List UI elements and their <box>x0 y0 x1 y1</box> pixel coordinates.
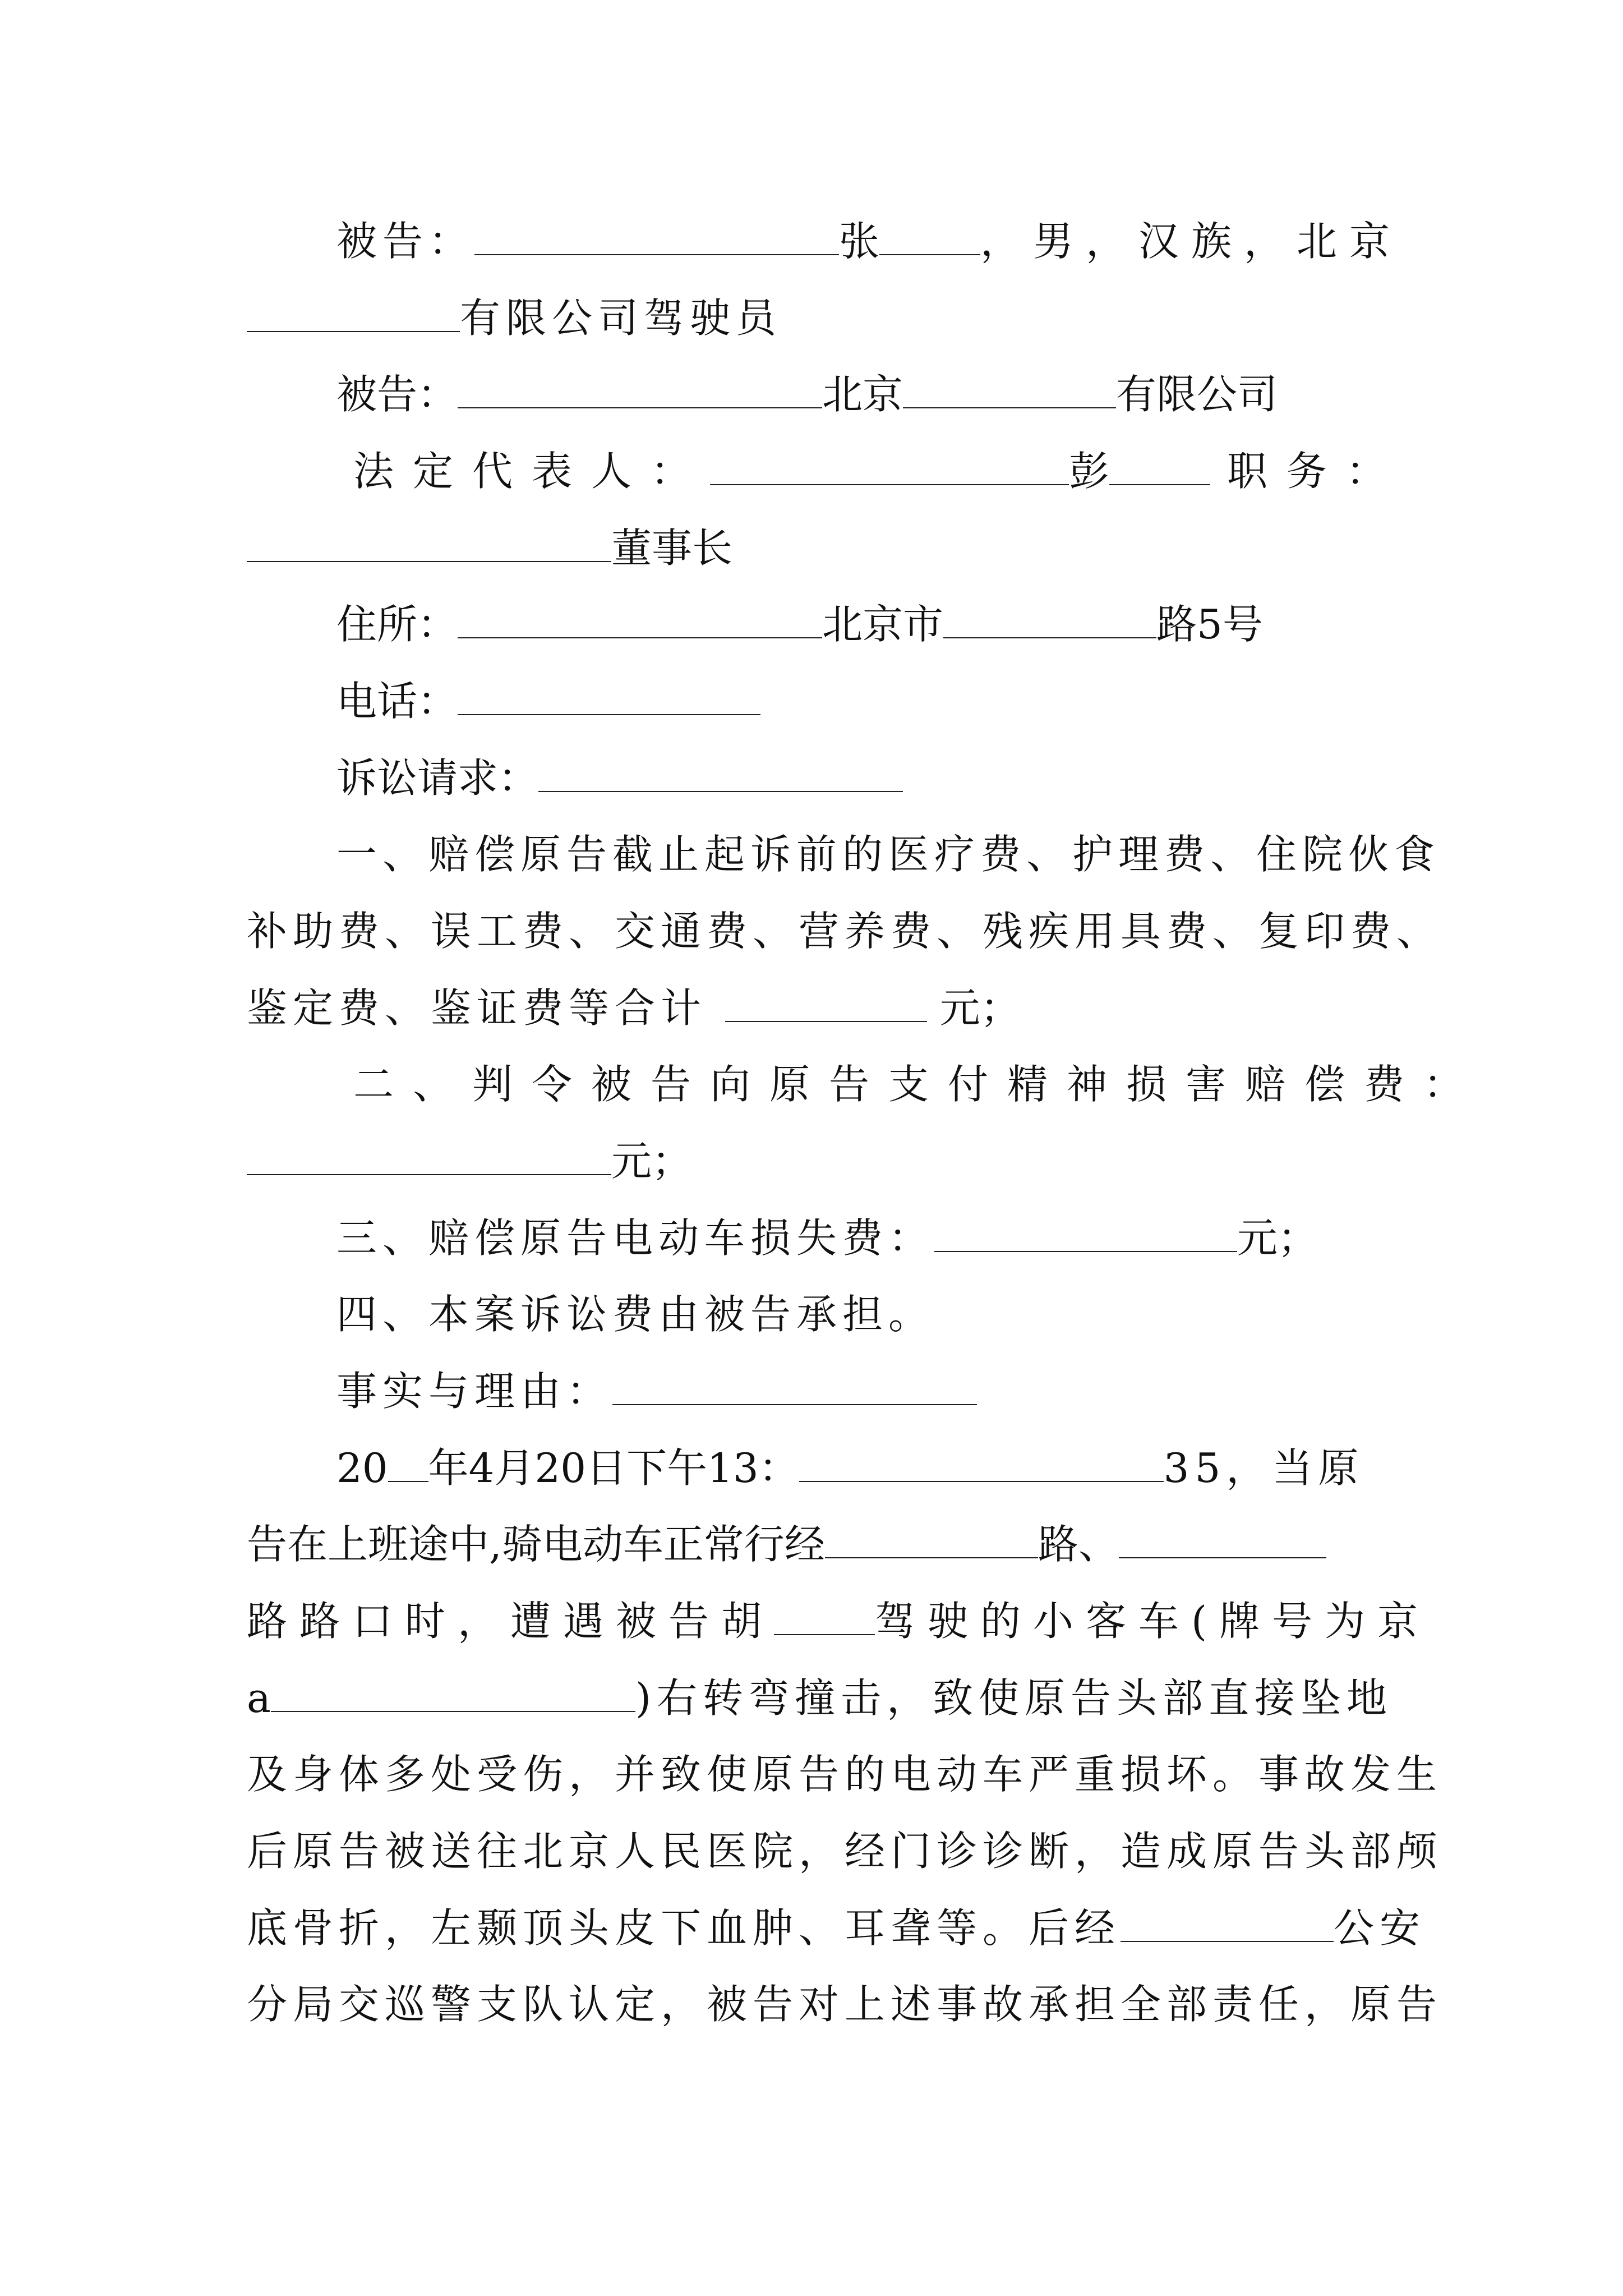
text-run: 董事长 <box>611 524 733 572</box>
fill-in-blank <box>474 216 839 255</box>
text-run: 路路口时，遭遇被告胡 <box>247 1598 774 1645</box>
text-run: 职务： <box>1227 448 1406 495</box>
text-line <box>336 1283 1391 1345</box>
fill-in-blank <box>458 599 822 638</box>
text-line <box>247 1513 1391 1575</box>
text-line <box>336 593 1391 655</box>
text-line <box>247 1667 1391 1729</box>
text-line <box>353 1053 1483 1115</box>
fill-in-blank <box>943 599 1156 638</box>
fill-in-blank <box>934 1213 1237 1252</box>
text-run: 住所： <box>336 601 458 648</box>
text-line <box>247 1590 1431 1652</box>
text-run: 三、赔偿原告电动车损失费： <box>336 1214 935 1262</box>
text-line <box>336 364 1391 425</box>
text-run: 元； <box>611 1138 693 1185</box>
text-run: 法定代表人： <box>353 448 711 495</box>
text-run: 元； <box>1237 1214 1318 1262</box>
text-line <box>247 1743 1443 1805</box>
text-run: 路5号 <box>1156 601 1263 648</box>
text-run: 四、本案诉讼费由被告承担。 <box>336 1291 935 1338</box>
text-run: 北京市 <box>822 601 944 648</box>
text-run: ，男，汉族，北京 <box>980 218 1403 265</box>
text-run: 元； <box>926 984 1021 1032</box>
text-run: 被告： <box>336 371 458 418</box>
text-line <box>336 1360 1391 1422</box>
text-line <box>247 1130 1391 1192</box>
text-line <box>247 1973 1443 2035</box>
text-run: 驾驶的小客车(牌号为京 <box>875 1598 1431 1645</box>
text-line <box>247 287 1391 349</box>
text-line <box>247 517 1391 579</box>
text-run: 分局交巡警支队认定，被告对上述事故承担全部责任，原告 <box>247 1981 1443 2028</box>
text-line <box>247 1820 1443 1882</box>
fill-in-blank <box>799 1443 1164 1482</box>
text-line <box>336 670 1391 732</box>
text-run: 鉴定费、鉴证费等合计 <box>247 984 725 1032</box>
text-run: 事实与理由： <box>336 1368 613 1415</box>
text-run: 及身体多处受伤，并致使原告的电动车严重损坏。事故发生 <box>247 1751 1443 1798</box>
text-run: a <box>247 1674 271 1722</box>
fill-in-blank <box>247 1136 611 1175</box>
text-run: 诉讼请求： <box>336 754 539 802</box>
text-line <box>247 900 1443 962</box>
fill-in-blank <box>612 1366 977 1405</box>
text-run: 一、赔偿原告截止起诉前的医疗费、护理费、住院伙食 <box>336 831 1441 878</box>
text-run: 路、 <box>1038 1521 1119 1568</box>
text-run: 告在上班途中,骑电动车正常行经 <box>247 1521 825 1568</box>
text-line <box>336 747 1391 809</box>
text-run: )右转弯撞击，致使原告头部直接坠地 <box>635 1674 1393 1722</box>
text-run: 被告： <box>336 218 475 265</box>
fill-in-blank <box>774 1596 875 1635</box>
text-line <box>336 823 1441 885</box>
fill-in-blank <box>825 1519 1038 1558</box>
text-run: 张 <box>839 218 880 265</box>
text-run: 年4月20日下午13： <box>428 1444 799 1492</box>
fill-in-blank <box>1121 1903 1334 1942</box>
text-run: 20 <box>336 1444 388 1492</box>
fill-in-blank <box>1109 446 1210 485</box>
fill-in-blank <box>271 1673 635 1712</box>
text-run: 后原告被送往北京人民医院，经门诊诊断，造成原告头部颅 <box>247 1828 1443 1875</box>
text-line <box>353 440 1406 502</box>
text-run: 有限公司驾驶员 <box>460 295 782 342</box>
text-run: 有限公司 <box>1116 371 1278 418</box>
fill-in-blank <box>247 523 611 562</box>
text-run: 公安 <box>1334 1904 1426 1952</box>
fill-in-blank <box>458 676 760 715</box>
fill-in-blank <box>879 216 980 255</box>
fill-in-blank <box>538 753 903 792</box>
text-line <box>247 1897 1426 1959</box>
fill-in-blank <box>725 983 927 1022</box>
text-line <box>336 210 1403 272</box>
fill-in-blank <box>710 446 1069 485</box>
text-line <box>336 1437 1391 1499</box>
text-run: 底骨折，左颞顶头皮下血肿、耳聋等。后经 <box>247 1904 1121 1952</box>
text-run: 北京 <box>822 371 903 418</box>
fill-in-blank <box>388 1443 428 1482</box>
fill-in-blank <box>1119 1519 1326 1558</box>
text-line <box>247 977 1391 1039</box>
text-run: 电话： <box>336 678 458 725</box>
fill-in-blank <box>458 369 822 408</box>
text-run: 35，当原 <box>1163 1444 1364 1492</box>
text-line <box>336 1207 1391 1269</box>
fill-in-blank <box>247 293 460 332</box>
fill-in-blank <box>903 369 1116 408</box>
text-run: 彭 <box>1069 448 1110 495</box>
text-run: 补助费、误工费、交通费、营养费、残疾用具费、复印费、 <box>247 908 1443 955</box>
text-run: 二、判令被告向原告支付精神损害赔偿费： <box>353 1061 1483 1108</box>
